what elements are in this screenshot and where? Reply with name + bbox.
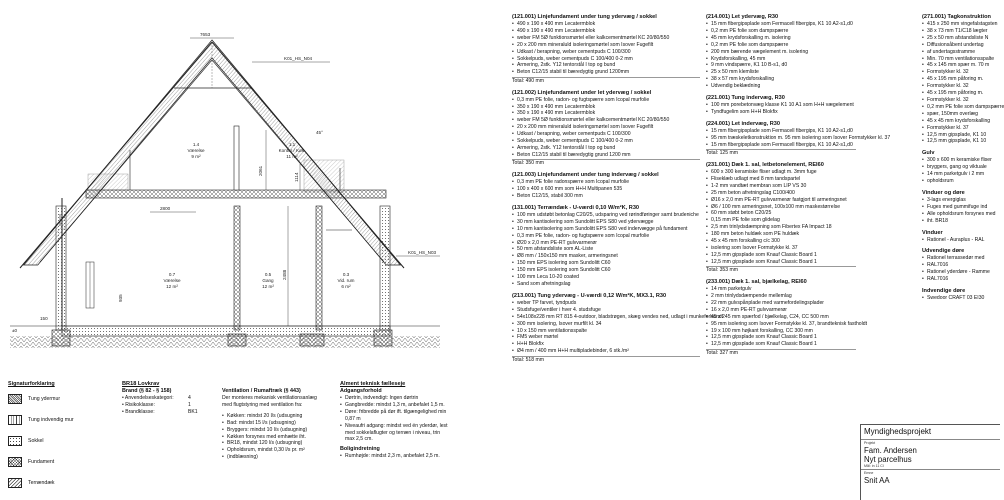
spec-item: • RAL7016 — [922, 276, 1000, 283]
spec-item: • FM5 weber mørtel — [512, 334, 700, 341]
spec-section — [706, 14, 856, 90]
spec-section — [922, 230, 1000, 244]
spec-section — [922, 248, 1000, 283]
spec-item: • 10 mm kantisolering som Sundolitt EPS S80 ved indervægge på fundament — [512, 226, 700, 233]
spec-title: (271.001) Tagkonstruktion — [922, 14, 991, 20]
spec-item: • 150 mm EPS isolering som Sundolitt C60 — [512, 260, 700, 267]
swatch-fundament — [8, 457, 22, 467]
teknisk-section — [340, 380, 490, 460]
level-k01-mid: K01_HS_N03 — [408, 250, 437, 255]
room-name: Gang — [262, 278, 274, 283]
subject-row — [861, 470, 1000, 486]
spec-title: (214.001) Let ydervæg, R30 — [706, 14, 779, 20]
spec-title: (233.001) Dæk 1. sal, bjælkelag, REI60 — [706, 279, 807, 286]
spec-item: • 0,3 mm PE folie radonspærre som Icopal murfolie — [512, 179, 700, 186]
spec-item: • 100 mm udstøbt betonlag C20/25, udsparing ved rørindføringer samt brudeniche — [512, 212, 700, 219]
spec-item: • 95 mm træskeletkonstruktion m. 95 mm isolering som Isover Formstykker kl. 37 — [706, 135, 856, 142]
legend-label: Tung ydermur — [28, 395, 61, 402]
spec-item: • Beton C12/15 stabil til bæredygtig grund 1200 mm — [512, 152, 700, 159]
spec-item: • 180 mm beton huldæk som PE huldæk — [706, 231, 856, 238]
spec-item: • Rationel terrassedør med — [922, 255, 1000, 262]
bolig-item: • Rumhøjde: mindst 2,3 m, anbefalet 2,5 m. — [340, 453, 490, 460]
legend-item — [8, 388, 118, 409]
room-label — [187, 142, 205, 159]
legend-title: Signaturforklaring — [8, 381, 55, 387]
room-number: 0.7 — [168, 272, 176, 277]
room-number: 0.5 — [264, 272, 272, 277]
spec-item: • 300 mm isolering, Isover murfilt kl. 34 — [512, 321, 700, 328]
spec-title: Udvendige døre — [922, 248, 965, 255]
roof-slope: 45° — [316, 130, 323, 135]
room-name: Kontor / Køk. — [278, 148, 306, 153]
spec-title: (121.003) Linjefundament under tung indervæg / sokkel — [512, 172, 659, 179]
room-area: 11 m² — [286, 154, 298, 159]
spec-item: • 22 mm gulvspånplade med varmefordelingsplader — [706, 300, 856, 307]
adgang-item: • Dørtrin, indvendigt: Ingen dørtrin — [340, 395, 490, 402]
spec-item: • Ø6 / 100 mm armeringsnet, 100x100 mm maskestørrelse — [706, 204, 856, 211]
spec-item: • Swedoor CRAFT 03 EI30 — [922, 295, 1000, 302]
spec-section — [512, 205, 700, 288]
adgang-item: • Gangbredde: mindst 1,3 m, anbefalet 1,5 m. — [340, 402, 490, 409]
spec-item: • Tyndfugelim som H+H Blokfix — [706, 109, 856, 116]
spec-item: • opholdsrum — [922, 178, 1000, 185]
spec-item: • 12,5 mm gipsplade, K1 10 — [922, 138, 1000, 145]
spec-item: • Udkast / berapning, weber cementpuds C 100/300 — [512, 131, 700, 138]
spec-item: • 12,5 mm gipsplade som Knauf Classic Board 1 — [706, 252, 856, 259]
adgang-item-cont: 0,87 m — [345, 415, 361, 422]
ventilation-item: • Køkken: mindst 20 l/s (udsugning — [222, 413, 336, 420]
spec-item: • 0,2 mm PE folie som dampspærre — [706, 28, 856, 35]
spec-total: Total: 327 mm — [706, 349, 856, 357]
spec-item: • 54x108x228 mm RT 815 4-outdoor, bladstrøgen, skæg vendes ned, udlagt i munkeforbandt — [512, 314, 700, 321]
spec-item: • Ø4 mm / 400 mm H+H multipladebinder, 6 stk./m² — [512, 348, 700, 355]
ventilation-section — [222, 388, 336, 461]
dim-2488: 2488 — [282, 269, 287, 280]
swatch-sokkel — [8, 436, 22, 446]
spec-item: • 38 x 57 mm krydsforskalling — [706, 76, 856, 83]
spec-item: • isolering som Isover Formstykke kl. 37 — [706, 245, 856, 252]
spec-item: • 12,5 mm gipsplade, K1 10 — [922, 132, 1000, 139]
spec-item: • 0,15 mm PE folie som glidelag — [706, 217, 856, 224]
legend-item — [8, 451, 118, 472]
emne-label: Emne — [864, 471, 874, 475]
spec-title: Vinduer — [922, 229, 943, 236]
dimensions — [12, 32, 440, 333]
spec-item: • Udvendig beklædning — [706, 83, 856, 90]
spec-item: • 350 x 190 x 490 mm Lecatermblok — [512, 110, 700, 117]
spec-item: • 0,3 mm PE folie, radon- og fugtspærre som Icopal murfolie — [512, 233, 700, 240]
spec-item: • 45 x 145 mm spær m. 70 m — [922, 62, 1000, 69]
spec-section — [512, 14, 700, 85]
spec-item: • 2,5 mm trinlydsdæmpning som Fibertex FA Impact 18 — [706, 224, 856, 231]
spec-section — [922, 14, 1004, 145]
room-label — [163, 272, 181, 289]
section-drawing — [0, 30, 440, 350]
legend — [8, 380, 118, 493]
dim-1114: 1114 — [294, 172, 299, 182]
adgang-item: • Niveaufri adgang: mindst ved én yderdør, lest — [340, 423, 490, 430]
spec-item: • Beton C12/15 stabil til bæredygtig grund 1200mm — [512, 69, 700, 76]
ventilation-title: Ventilation / Rumaftræk (§ 443) — [222, 388, 301, 394]
spec-item: • Studsfuge/ventiler i hver 4. studsfuge — [512, 307, 700, 314]
spec-item: • 45 x 195 mm påforing m. — [922, 90, 1000, 97]
spec-item: • Sokkelpuds, weber cementpuds C 100/400 0-2 mm — [512, 138, 700, 145]
spec-item: • Diffusionsåbent undertag — [922, 42, 1000, 49]
legend-label: Tung indvendig mur — [28, 416, 74, 423]
spec-total: Total: 350 mm — [512, 159, 700, 167]
legend-item — [8, 409, 118, 430]
swatch-terraendaek — [8, 478, 22, 488]
spec-item: • Fuges med gummifuge ind — [922, 204, 1000, 211]
room-label — [337, 272, 354, 289]
room-area: 9 m² — [191, 154, 201, 159]
spec-item: • bryggers, gang og viktuale — [922, 164, 1000, 171]
spec-section — [706, 95, 856, 116]
adgang-title: Adgangsforhold — [340, 388, 382, 394]
legend-label: Fundament — [28, 458, 55, 465]
legend-label: Sokkel — [28, 437, 44, 444]
spec-title: Gulv — [922, 150, 935, 157]
spec-item: • 300 x 600 m keramiske fliser — [922, 157, 1000, 164]
spec-item: • 15 mm fibergipsplade som Fermacell fibergips, K1 10 A2-s1,d0 — [706, 128, 856, 135]
adgang-item: • Døre: fribredde på dør ift. tilgængelighed min — [340, 409, 490, 416]
br18-title: BR18 Lovkrav — [122, 381, 160, 387]
spec-item: • 25 x 50 mm klemliste — [706, 69, 856, 76]
spec-item: • 12,5 mm gipsplade som Knauf Classic Board 1 — [706, 259, 856, 266]
room-label — [262, 272, 274, 289]
ventilation-item: • Køkken forsynes med emhætte iht. — [222, 434, 336, 441]
spec-item: • 490 x 190 x 490 mm Lecatermblok — [512, 28, 700, 35]
spec-item: • 10 x 150 mm ventilationsspalte — [512, 328, 700, 335]
spec-item: • 38 x 73 mm T1/C18 lægter — [922, 28, 1000, 35]
level-zero: ±0 — [12, 328, 18, 333]
brand-row: • Brandklasse: BK1 — [122, 408, 198, 415]
room-number: 1.4 — [192, 142, 200, 147]
spec-item: • 20 x 200 mm mineraluld isoleringsmørtel som Isover Fugefilt — [512, 124, 700, 131]
spec-item: • 19 x 100 mm højkant forskalling, CC 300 mm — [706, 328, 856, 335]
spec-item: • 490 x 190 x 490 mm Lecatermblok — [512, 21, 700, 28]
spec-title: Indvendige døre — [922, 288, 966, 295]
spec-item: • weber FM 5Ø funktionsmørtel eller kalkcementmørtel KC 20/80/550 — [512, 35, 700, 42]
spec-title: (213.001) Tung ydervæg - U-værdi 0,12 W/m²K, MX3.1, R30 — [512, 292, 667, 299]
room-area: 12 m² — [262, 284, 274, 289]
spec-title: (121.002) Linjefundament under let ydervæg / sokkel — [512, 89, 652, 96]
spec-title: (131.001) Terrændæk - U-værdi 0,10 W/m²K, R30 — [512, 204, 640, 211]
ventilation-intro: med flugtstyring med ventilation fra: — [222, 401, 303, 408]
room-name: Vid. rum — [337, 278, 355, 283]
spec-item: • 0,2 mm PE folie som dampspærre — [706, 42, 856, 49]
spec-item: • 15 mm fibergipsplade som Fermacell fibergips, K1 10 A2-s1,d0 — [706, 21, 856, 28]
spec-item: • weber FM 5Ø funktionsmørtel eller kalkcementmørtel KC 20/80/550 — [512, 117, 700, 124]
spec-item: • Ø20 x 2,0 mm PE-RT gulvvarmerør — [512, 240, 700, 247]
spec-section — [512, 90, 700, 168]
spec-item: • iht. BR18 — [922, 218, 1000, 225]
bolig-title: Boligindretning — [340, 446, 380, 453]
adgang-item-cont: med sokkelaflugter og terræn i niveau, trin — [345, 429, 441, 436]
spec-item: • 45 x 245 mm spærfod / bjælkelag, C24, CC 500 mm — [706, 314, 856, 321]
brand-row: • Risikoklasse: 1 — [122, 401, 191, 408]
brand-row: • Anvendelseskategori: 4 — [122, 395, 191, 401]
dim-ridge: 7653 — [200, 32, 211, 37]
spec-section — [706, 162, 856, 274]
spec-title: Vinduer og døre — [922, 189, 965, 196]
spec-item: • 60 mm støbt beton C20/25 — [706, 210, 856, 217]
ventilation-intro: Der monteres mekanisk ventilationsanlæg — [222, 395, 317, 401]
dim-2061: 2061 — [258, 165, 263, 176]
spec-item: • 100 mm porebetonvæg klasse K1 10 A1 som H+H vægelement — [706, 102, 856, 109]
spec-item: • 350 x 190 x 490 mm Lecatermblok — [512, 104, 700, 111]
client-name: Fam. Andersen — [864, 445, 917, 455]
ventilation-item: • Bryggers: mindst 10 l/s (udsugning) — [222, 427, 336, 434]
spec-item: • 150 mm EPS isolering som Sundolitt C60 — [512, 267, 700, 274]
spec-title: (231.001) Dæk 1. sal, letbetonelement, REI60 — [706, 162, 824, 168]
spec-item: • 2 mm trinlydsdæmpende mellemlag — [706, 293, 856, 300]
room-number: 0.3 — [342, 272, 350, 277]
spec-item: • 12,5 mm gipsplade som Knauf Classic Board 1 — [706, 334, 856, 341]
swatch-tung-ydermur — [8, 394, 22, 404]
spec-title: (221.001) Tung indervæg, R30 — [706, 95, 785, 102]
spec-item: • Ø16 x 2,0 mm PE-RT gulvvarmerør fastgjort til armeringsnet — [706, 197, 856, 204]
spec-item: • Ø8 mm / 150x150 mm masker, armeringsnet — [512, 253, 700, 260]
spec-item: • 30 mm kantisolering som Sundolitt EPS S80 ved ydervægge — [512, 219, 700, 226]
spec-item: • 100 mm Leca 10-20 coated — [512, 274, 700, 281]
spec-item: • Sokkelpuds, weber cementpuds C 100/400 0-2 mm — [512, 56, 700, 63]
spec-item: • Armering, 2stk. Y12 tentorstål I top og bund — [512, 145, 700, 152]
spec-total: Total: 353 mm — [706, 266, 856, 274]
spec-item: • Rationel yderdøre - Ramme — [922, 269, 1000, 276]
dim-150: 150 — [40, 316, 48, 321]
spec-item: • Armering, 2stk. Y12 tentorstål I top og bund — [512, 62, 700, 69]
spec-item: • Krydsforskalling, 45 mm — [706, 56, 856, 63]
room-area: 12 m² — [166, 284, 178, 289]
spec-item: • 3-lags energiglas — [922, 197, 1000, 204]
spec-item: • 15 mm fibergipsplade som Fermacell fibergips, K1 10 A2-s1,d0 — [706, 142, 856, 149]
spec-item: • 16 x 2,0 mm PE-RT gulvvarmerør — [706, 307, 856, 314]
br18-section — [122, 380, 222, 416]
spec-item: • 14 mm parketgulv i 2 mm — [922, 171, 1000, 178]
spec-item: • 415 x 250 mm vingefalstagsten — [922, 21, 1000, 28]
room-name: Værelse — [187, 148, 205, 153]
spec-item: • Min. 70 mm ventilationsspalte — [922, 56, 1000, 63]
teknisk-title: Alment teknisk fælleseje — [340, 381, 406, 387]
spec-item: • weber TP farvet, tyndpuds — [512, 300, 700, 307]
title-block — [860, 424, 1000, 500]
spec-total: Total: 125 mm — [706, 149, 856, 157]
spec-item: • RAL7016 — [922, 262, 1000, 269]
room-number: 1.1 — [288, 142, 296, 147]
spec-section — [922, 150, 1000, 185]
scale-note: Mål: in 11 Cl — [864, 463, 884, 468]
room-area: 6 m² — [341, 284, 351, 289]
spec-item: • 1-2 mm vandtæt membran som LIP VS 30 — [706, 183, 856, 190]
dim-935: 935 — [118, 294, 123, 302]
swatch-tung-indvendig-mur — [8, 415, 22, 425]
spec-item: • 45 x 45 mm forskalling c/c 300 — [706, 238, 856, 245]
spec-item: • 20 x 200 mm mineraluld isoleringsmørtel som Isover Fugefilt — [512, 42, 700, 49]
spec-total: Total: 518 mm — [512, 356, 700, 364]
spec-title: (121.001) Linjefundament under tung ydervæg / sokkel — [512, 14, 657, 20]
dim-2800: 2800 — [160, 206, 171, 211]
spec-item: • 12,5 mm gipsplade som Knauf Classic Board 1 — [706, 341, 856, 348]
spec-item: • Sand som afretningslag — [512, 281, 700, 288]
spec-item: • Alle opholdsrum forsynes med — [922, 211, 1000, 218]
spec-item: • Formstykker kl. 32 — [922, 69, 1000, 76]
spec-item: • H+H Blokfix — [512, 341, 700, 348]
spec-item: • 0,2 mm PE folie som dampspærre — [922, 104, 1000, 111]
project-name: Nyt parcelhus — [864, 454, 912, 464]
adgang-item-cont: max 2,5 cm. — [345, 436, 373, 443]
spec-item: • Formstykker kl. 37 — [922, 125, 1000, 132]
ventilation-item: • Bad: mindst 15 l/s (udsugning) — [222, 420, 336, 427]
client-row — [861, 440, 1000, 470]
spec-item: • 25 mm beton afretningslag C100/400 — [706, 190, 856, 197]
legend-item — [8, 430, 118, 451]
ventilation-item: • BR18, mindst 120 l/s (udsugning) — [222, 440, 336, 447]
spec-item: • 45 x 195 mm påforing m. — [922, 76, 1000, 83]
spec-item: • Rationel - Auraplus - RAL — [922, 237, 1000, 244]
spec-item: • 200 mm bærende vægelement m. isolering — [706, 49, 856, 56]
spec-item: • Fliseklæb udlagt med 8 mm tandspartel — [706, 176, 856, 183]
spec-column-3 — [922, 14, 1004, 424]
spec-item: • spær, 150mm overlæg — [922, 111, 1000, 118]
spec-item: • Beton C12/15, stabil 300 mm — [512, 193, 700, 200]
spec-section — [512, 172, 700, 200]
legend-label: Terrændæk — [28, 479, 55, 486]
spec-item: • 50 mm afstandsliste som AL-Liste — [512, 246, 700, 253]
spec-item: • 600 x 300 keramiske fliser udlagt m. 3mm fuge — [706, 169, 856, 176]
spec-section — [922, 190, 1000, 225]
spec-item: • Udkast / berapning, weber cementpuds C 100/300 — [512, 49, 700, 56]
spec-item: • 14 mm parketgulv — [706, 286, 856, 293]
spec-section — [922, 288, 1000, 302]
level-k01-top: K01_HS_N04 — [284, 56, 313, 61]
ventilation-item: • (indblæsning) — [222, 454, 336, 461]
ventilation-item: • Opholdsrum, mindst 0,30 l/s pr. m² — [222, 447, 336, 454]
spec-item: • 25 x 50 mm afstandsliste N — [922, 35, 1000, 42]
projekt-label: Projekt — [864, 441, 876, 445]
legend-item — [8, 472, 118, 493]
spec-item: • 45 x 45 mm krydsforskalling — [922, 118, 1000, 125]
spec-total: Total: 490 mm — [512, 77, 700, 85]
spec-section — [706, 120, 891, 157]
spec-item: • Formstykker kl. 32 — [922, 83, 1000, 90]
room-name: Værelse — [163, 278, 181, 283]
spec-item: • 95 mm isolering som Isover Formstykke kl. 37, brandteknisk fastholdt — [706, 321, 856, 328]
roof — [20, 40, 404, 268]
spec-title: (224.001) Let indervæg, R30 — [706, 120, 780, 127]
brand-title: Brand (§ 82 - § 158) — [122, 388, 172, 394]
spec-item: • 0,3 mm PE folie, radon- og fugtspærre som Icopal murfolie — [512, 97, 700, 104]
spec-item: • Formstykker kl. 32 — [922, 97, 1000, 104]
project-title: Myndighedsprojekt — [861, 425, 1000, 440]
spec-section — [706, 279, 867, 357]
spec-item: • 45 mm krydsforskalling m. isolering — [706, 35, 856, 42]
spec-item: • 100 x 400 x 600 mm som H+H Multipanen 535 — [512, 186, 700, 193]
subject: Snit AA — [864, 475, 890, 485]
spec-item: • 9 mm vindspærre, K1 10 B-s1, d0 — [706, 62, 856, 69]
spec-item: • af undertagsstramme — [922, 49, 1000, 56]
